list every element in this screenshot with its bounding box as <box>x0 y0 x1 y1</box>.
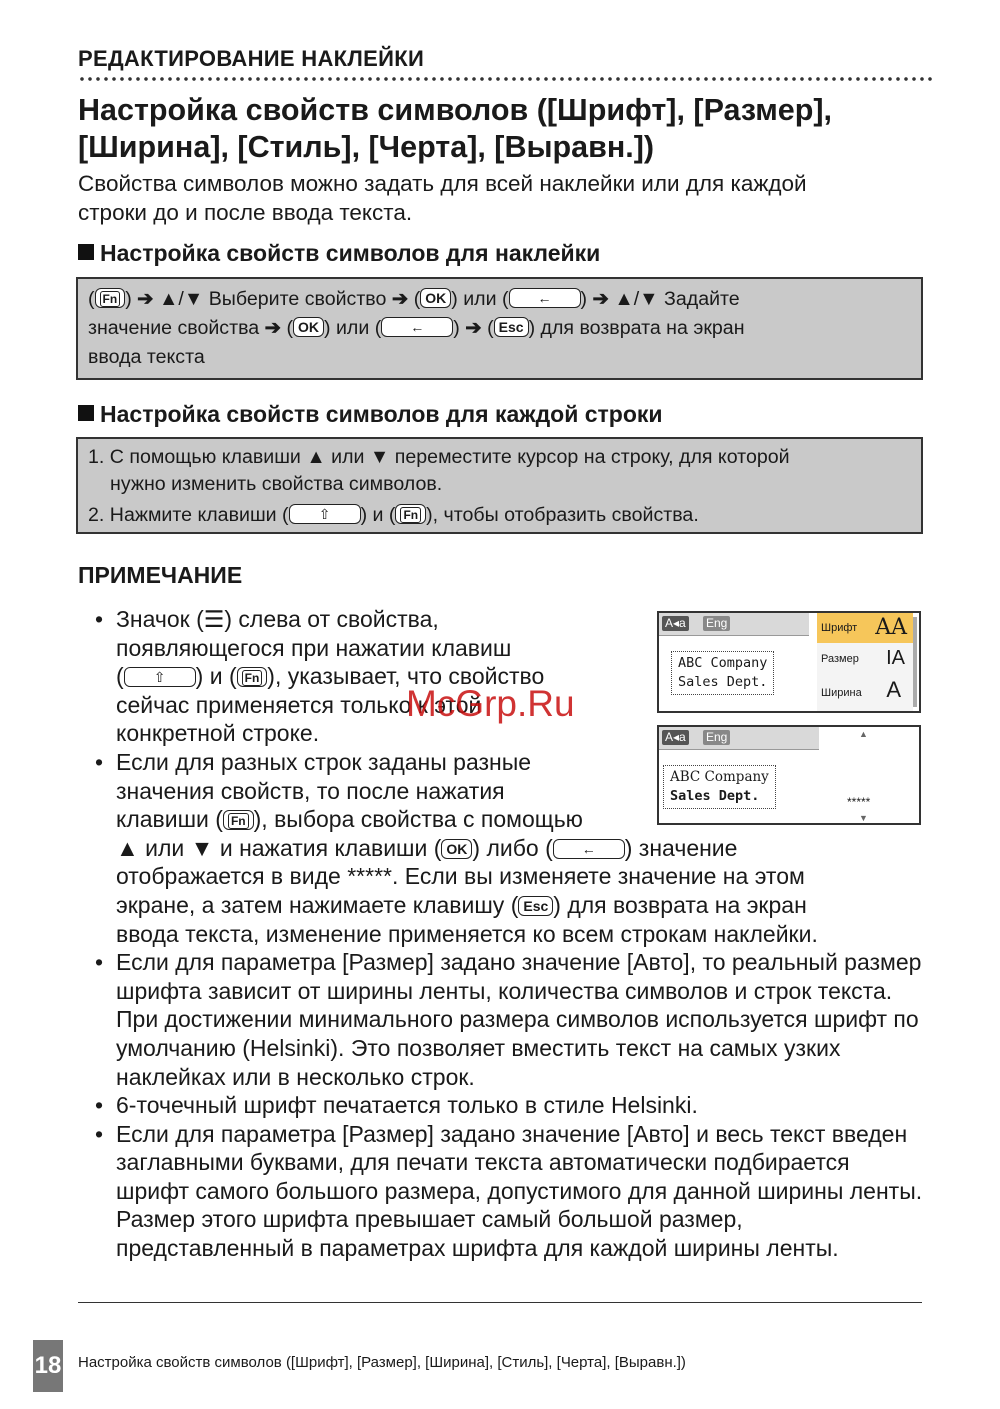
step-number: 1. <box>88 446 105 468</box>
or-text: или <box>335 317 370 339</box>
step-d: для возврата на экран <box>540 317 745 339</box>
mode-indicator: A◂a <box>662 616 689 631</box>
or-text: или <box>331 446 365 468</box>
page-title <box>78 92 938 166</box>
note-text: ), выбора свойства с помощью <box>253 806 583 833</box>
scroll-up-icon: ▲ <box>859 729 868 739</box>
step-a: Выберите свойство <box>208 288 387 310</box>
note-line: • Если для разных строк заданы разные <box>116 748 532 775</box>
intro-line-1: Свойства символов можно задать для всей наклейки или для каждой <box>78 171 807 196</box>
line-step-1-cont: нужно изменить свойства символов. <box>110 473 443 495</box>
note-text: ), указывает, что свойство <box>267 663 545 690</box>
title-line-1: Настройка свойств символов ([Шрифт], [Размер], <box>78 93 833 127</box>
lang-indicator: Eng <box>703 616 730 631</box>
line-step-2 <box>88 502 911 529</box>
intro-text <box>78 170 938 227</box>
note-line <box>116 891 925 920</box>
title-line-2: [Ширина], [Стиль], [Черта], [Выравн.]) <box>78 130 655 164</box>
line-settings-heading-text: Настройка свойств символов для каждой строки <box>100 401 663 427</box>
note-line: отображается в виде *****. Если вы изменяете значение на этом <box>116 863 805 890</box>
note-line: ( ⇧ ) и ( Fn ), указывает, что свойство <box>116 663 545 690</box>
step-line-2: значение свойства ➔ ( OK ) или ( ← ) ➔ ( Esc ) для возврата на экран <box>88 317 745 339</box>
line-settings-heading <box>78 401 663 428</box>
fn-key-icon: Fn <box>237 667 268 687</box>
note-item: • Если для параметра [Размер] задано значение [Авто] и весь текст введен заглавными буквами, для печати текста автоматически подбирается шрифт самого большого размера, допустимого для данной ширины ленты. Размер этого шрифта превышает самый большой размер, представленный в параметрах шрифта для каждой ширины ленты. <box>95 1120 925 1263</box>
label-line-1: ABC Company <box>678 655 768 671</box>
note-line: конкретной строке. <box>116 720 320 747</box>
square-bullet-icon <box>78 405 94 421</box>
arrow-right-icon: ➔ <box>391 288 409 310</box>
note-text: или <box>145 834 185 861</box>
property-label: Размер <box>821 653 859 665</box>
esc-key-icon: Esc <box>494 317 529 337</box>
property-label: Ширина <box>821 687 862 699</box>
note-line: • Значок (☰) слева от свойства, <box>116 606 439 632</box>
note-line: появляющегося при нажатии клавиш <box>116 634 512 661</box>
arrow-right-icon: ➔ <box>465 317 482 339</box>
section-header: РЕДАКТИРОВАНИЕ НАКЛЕЙКИ <box>78 46 425 71</box>
note-line: значения свойств, то после нажатия <box>116 777 505 804</box>
line-step-1: 1. С помощью клавиши ▲ или ▼ переместите курсор на строку, для которой <box>88 446 790 468</box>
step-number: 2. <box>88 504 105 526</box>
note-line: сейчас применяется только к этой <box>116 691 482 718</box>
note-text: ) значение <box>624 834 738 861</box>
label-settings-heading-text: Настройка свойств символов для наклейки <box>100 240 601 266</box>
line-settings-steps <box>76 437 923 534</box>
label-settings-steps <box>76 277 923 380</box>
lang-indicator: Eng <box>703 730 730 745</box>
note-text: и нажатия клавиши ( <box>219 834 442 861</box>
mode-indicator: A◂a <box>662 730 689 745</box>
note-line: ▲ или ▼ и нажатия клавиши ( OK ) либо ( ← ) значение <box>116 834 738 861</box>
or-text: или <box>463 288 497 310</box>
dotted-divider <box>78 76 932 82</box>
intro-line-2: строки до и после ввода текста. <box>78 199 413 225</box>
line-step-2-a: Нажмите клавиши ( <box>109 504 289 526</box>
note-text: клавиши ( <box>116 806 223 833</box>
enter-key-icon: ← <box>381 317 453 337</box>
and-text: ) и ( <box>360 504 396 526</box>
property-label: Шрифт <box>821 622 858 634</box>
note-text: экране, а затем нажимаете клавишу ( <box>116 891 519 918</box>
label-settings-heading <box>78 240 600 267</box>
esc-key-icon: Esc <box>518 896 553 916</box>
fn-key-icon: Fn <box>223 810 254 830</box>
enter-key-icon: ← <box>509 288 581 308</box>
note-item: • 6-точечный шрифт печатается только в стиле Helsinki. <box>95 1091 925 1120</box>
note-line: ввода текста, изменение применяется ко всем строкам наклейки. <box>116 920 818 947</box>
line-step-1-b: переместите курсор на строку, для которой <box>394 446 790 468</box>
note-text: ) для возврата на экран <box>553 891 807 918</box>
footer-title: Настройка свойств символов ([Шрифт], [Размер], [Ширина], [Стиль], [Черта], [Выравн.]) <box>78 1354 686 1371</box>
property-value: A <box>886 677 901 702</box>
property-value: IA <box>886 647 905 669</box>
arrow-right-icon: ➔ <box>592 288 609 310</box>
note-item <box>95 748 925 948</box>
property-value: ***** <box>847 795 871 809</box>
arrow-right-icon: ➔ <box>264 317 282 339</box>
note-text: ) либо ( <box>472 834 553 861</box>
line-step-1-a: С помощью клавиши <box>109 446 301 468</box>
property-value: AA <box>875 615 907 640</box>
fn-key-icon: Fn <box>395 504 426 524</box>
note-item <box>95 605 925 748</box>
page-number: 18 <box>33 1340 63 1392</box>
ok-key-icon: OK <box>293 317 324 337</box>
step-b: Задайте <box>664 288 740 310</box>
note-line <box>116 805 925 834</box>
scroll-down-icon: ▼ <box>859 813 868 823</box>
note-title: ПРИМЕЧАНИЕ <box>78 562 243 588</box>
note-item: • Если для параметра [Размер] задано значение [Авто], то реальный размер шрифта зависит от ширины ленты, количества символов и строк текста. При достижении минимального размера символов используется шрифт по умолчанию (Helsinki). Это позволяет вместить текст на самых узких наклейках или в несколько строк. <box>95 948 925 1091</box>
fn-key-icon: Fn <box>95 288 126 308</box>
shift-key-icon: ⇧ <box>289 504 361 524</box>
shift-key-icon: ⇧ <box>124 667 196 687</box>
enter-key-icon: ← <box>553 839 625 859</box>
watermark: McGrp.Ru <box>406 683 575 724</box>
label-line-2: Sales Dept. <box>678 674 768 690</box>
arrow-right-icon: ➔ <box>137 288 154 310</box>
ok-key-icon: OK <box>420 288 451 308</box>
label-line-1: ABC Company <box>670 769 769 785</box>
label-line-2: Sales Dept. <box>670 788 760 804</box>
step-line-1: ( Fn ) ➔ ▲/▼ Выберите свойство ➔ ( OK ) или ( ← ) ➔ ▲/▼ Задайте <box>88 288 740 310</box>
line-step-2-b: ), чтобы отобразить свойства. <box>426 504 699 526</box>
ok-key-icon: OK <box>441 839 472 859</box>
note-text: ) и ( <box>195 663 237 690</box>
footer-divider <box>78 1302 922 1303</box>
step-line-3: ввода текста <box>88 346 205 368</box>
step-c: значение свойства <box>88 317 260 339</box>
square-bullet-icon <box>78 244 94 260</box>
